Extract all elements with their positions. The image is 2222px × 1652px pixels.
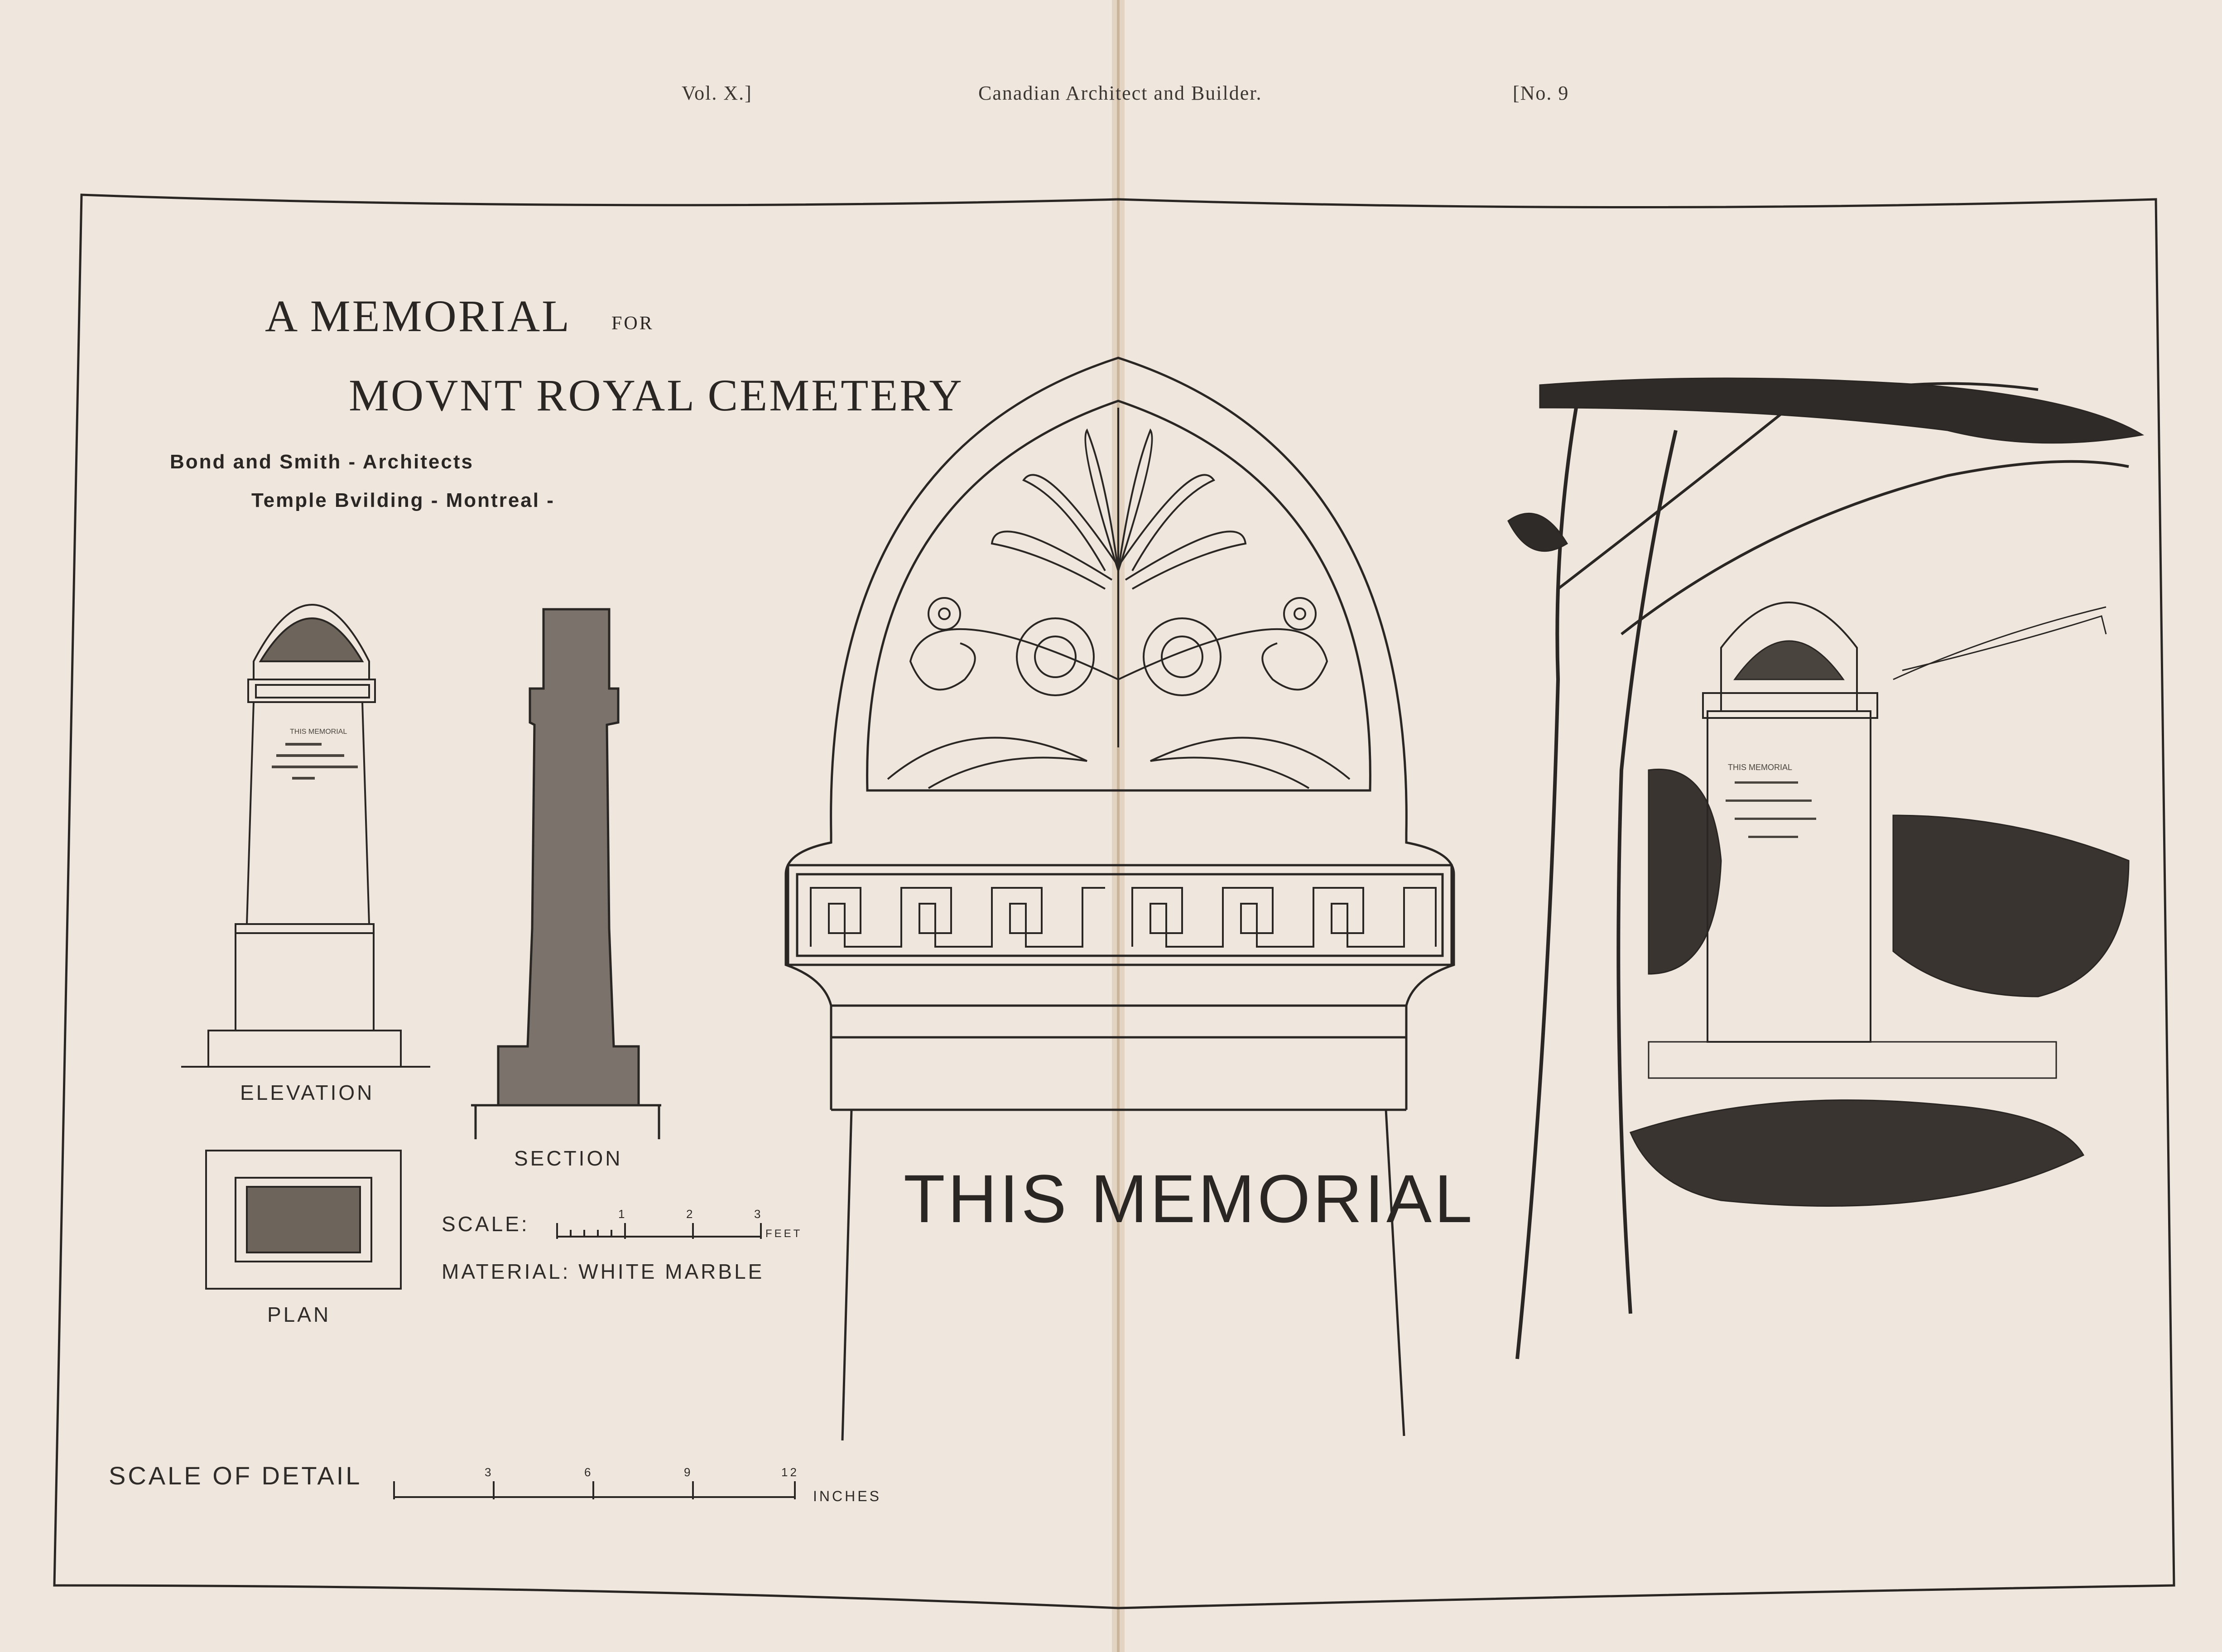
plan-label: PLAN [267, 1303, 331, 1326]
elevation-drawing [181, 605, 430, 1067]
svg-text:THIS MEMORIAL: THIS MEMORIAL [290, 728, 347, 736]
plate-title-for: FOR [611, 313, 654, 334]
feet-scale-label: SCALE: [442, 1212, 529, 1236]
header-volume: Vol. X.] [682, 82, 752, 104]
feet-scale-bar [557, 1223, 761, 1239]
svg-text:THIS MEMORIAL: THIS MEMORIAL [1728, 763, 1793, 772]
feet-scale-tick-2: 2 [686, 1207, 695, 1221]
detail-scale-tick-12: 12 [781, 1465, 799, 1479]
sketch-inscription [1726, 763, 1816, 838]
detail-scale-unit: INCHES [813, 1488, 881, 1504]
detail-scale-tick-6: 6 [584, 1465, 593, 1479]
detail-scale-tick-9: 9 [684, 1465, 693, 1479]
material-note: MATERIAL: WHITE MARBLE [442, 1260, 765, 1283]
elevation-inscription [272, 728, 358, 780]
detail-inscription: THIS MEMORIAL [904, 1161, 1475, 1237]
plate-subtitle: MOVNT ROYAL CEMETERY [349, 370, 964, 420]
plan-drawing [206, 1151, 401, 1289]
feet-scale-tick-3: 3 [754, 1207, 763, 1221]
feet-scale-unit: FEET [765, 1228, 803, 1240]
header-journal: Canadian Architect and Builder. [978, 82, 1262, 104]
feet-scale-tick-1: 1 [618, 1207, 627, 1221]
section-drawing [471, 609, 661, 1139]
detail-scale-tick-3: 3 [485, 1465, 494, 1479]
perspective-sketch [1508, 378, 2142, 1359]
architects-address: Temple Bvilding - Montreal - [251, 489, 555, 511]
detail-scale-label: SCALE OF DETAIL [109, 1461, 362, 1490]
plate-title: A MEMORIAL [265, 291, 572, 341]
section-label: SECTION [514, 1146, 623, 1170]
elevation-label: ELEVATION [240, 1081, 375, 1104]
header-number: [No. 9 [1513, 82, 1569, 104]
palmette-ornament [888, 408, 1350, 788]
architects-credit: Bond and Smith - Architects [170, 451, 474, 473]
detail-scale-bar [394, 1481, 795, 1499]
